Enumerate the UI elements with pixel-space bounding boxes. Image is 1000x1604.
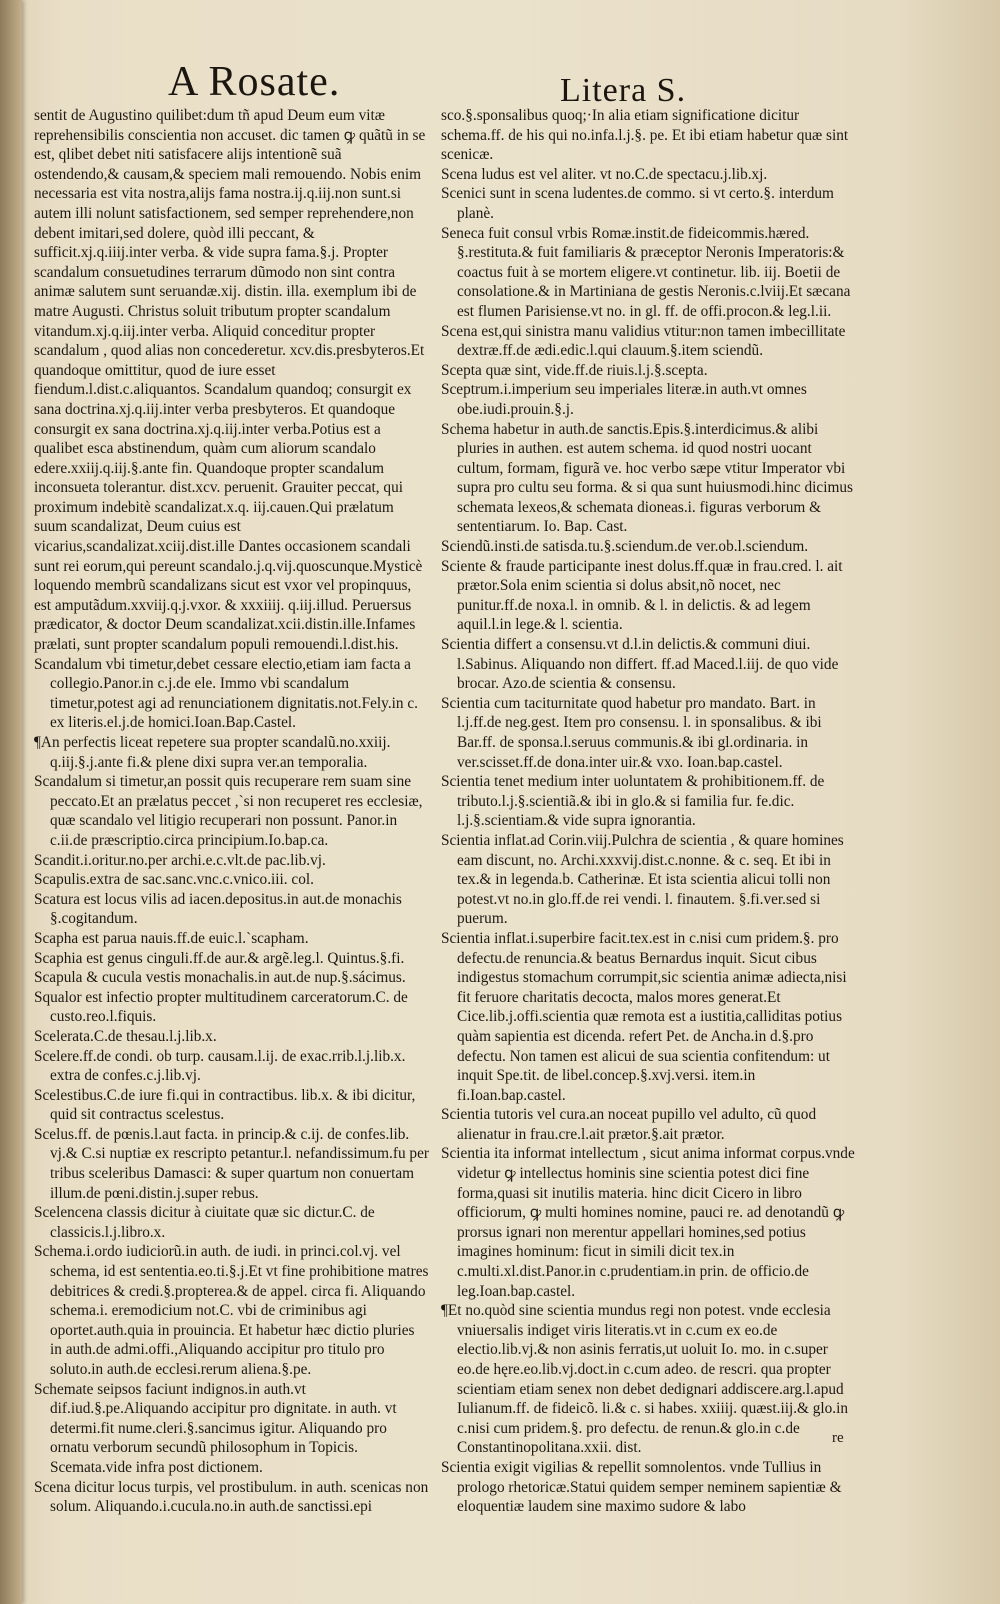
entry: Sciendũ.insti.de satisda.tu.§.sciendum.de ver.ob.l.sciendum. (441, 538, 809, 556)
entry: Scena ludus est vel aliter. vt no.C.de spectacu.j.lib.xj. (441, 165, 768, 183)
entry: Sceptrum.i.imperium seu imperiales literæ.in auth.vt omnes obe.iudi.prouin.§.j. (441, 381, 807, 418)
entry: Scelencena classis dicitur à ciuitate quæ sic dictur.C. de classicis.l.j.libro.x. (34, 1204, 375, 1241)
entry: Scientia cum taciturnitate quod habetur pro mandato. Bart. in l.j.ff.de neg.gest. Item pro consensu. l. in sponsalibus. & ibi Bar.ff. de sponsa.l.seruus communis.& ibi gl.ordinaria. in ver.scisset.ff.de dona.inter uir.& vxo. Ioan.bap.castel. (441, 694, 822, 771)
entry: Seneca fuit consul vrbis Romæ.instit.de fideicommis.hæred. §.restituta.& fuit familiaris & præceptor Neronis Imperatoris:& coactus fuit à se mortem eligere.vt continetur. lib. iij. Boetii de consolatione.& in Martiniana de gestis Neronis.c.lviij.Et sæcana est flumen Parisiense.vt no. in gl. ff. de offi.procon.& leg.l.ii. (441, 224, 851, 320)
entry: Scelus.ff. de pœnis.l.aut facta. in princip.& c.ij. de confes.lib. vj.& C.si nuptiæ ex rescripto petantur.l. nefandissimum.fu per tribus sceleribus Damasci: & super quartum non conuertam illum.de pœni.distin.j.super rebus. (34, 1125, 429, 1202)
entry: ¶Et no.quòd sine scientia mundus regi non potest. vnde ecclesia vniuersalis indiget viris literatis.vt in c.cum ex eo.de electio.lib.vj.& non asinis ferratis,ut uoluit Io. mo. in c.super eo.de hęre.eo.lib.vj.doct.in c.cum adeo. de rescri. qua propter scientiam etiam senex non debet dedignari addiscere.arg.l.apud Iulianum.ff. de fideicõ. li.& c. si habes. xxiiij. quæst.iij.& glo.in c.nisi cum pridem.§. pro defectu. de renun.& glo.in c.de Constantinopolitana.xxii. dist. (441, 1302, 849, 1457)
entry: ¶An perfectis liceat repetere sua propter scandalũ.no.xxiij. q.iij.§.j.ante fi.& plene dixi supra ver.an temporalia. (34, 734, 391, 771)
entry: Scena est,qui sinistra manu validius vtitur:non tamen imbecillitate dextræ.ff.de ædi.edic.l.qui clauum.§.item sciendũ. (441, 322, 846, 360)
entry: Scelere.ff.de condi. ob turp. causam.l.ij. de exac.rrib.l.j.lib.x. extra de confes.c.j.lib.vj. (34, 1047, 406, 1085)
entry: Scelestibus.C.de iure fi.qui in contractibus. lib.x. & ibi dicitur, quid sit contractus scelestus. (34, 1086, 416, 1124)
entry: Scapha est parua nauis.ff.de euic.l.`scapham. (34, 929, 309, 947)
entry: Scientia differt a consensu.vt d.l.in delictis.& communi diui. l.Sabinus. Aliquando non differt. ff.ad Maced.l.iij. de quo vide brocar. Azo.de scientia & consensu. (441, 636, 839, 693)
entry: Scandalum vbi timetur,debet cessare electio,etiam iam facta a collegio.Panor.in c.j.de ele. Immo vbi scandalum timetur,potest agi ad renunciationem dignitatis.not.Fely.in c. ex literis.el.j.de homici.Ioan.Bap.Castel. (34, 655, 418, 732)
entry: Scapulis.extra de sac.sanc.vnc.c.vnico.iii. col. (34, 871, 314, 889)
entry: sco.§.sponsalibus quoq;·In alia etiam significatione dicitur schema.ff. de his qui no.infa.l.j.§. pe. Et ibi etiam habetur quæ sint scenicæ. (441, 107, 849, 164)
running-head-right: Litera S. (560, 72, 687, 109)
catchword: re (832, 1430, 844, 1446)
entry: Scapula & cucula vestis monachalis.in aut.de nup.§.sácimus. (34, 969, 406, 987)
entry: Scaphia est genus cinguli.ff.de aur.& argẽ.leg.l. Quintus.§.fi. (34, 949, 405, 967)
entry: Scientia tutoris vel cura.an noceat pupillo vel adulto, cũ quod alienatur in frau.cre.l.ait prætor.§.ait prætor. (441, 1106, 817, 1143)
entry: sentit de Augustino quilibet:dum tñ apud Deum eum vitæ reprehensibilis conscientia non accuset. dic tamen ꝙ quãtũ in se est, qlibet debet niti satisfacere alijs intentionẽ suã ostendendo,& causam,& speciem mali remouendo. Nobis enim necessaria est vita nostra,alijs fama nostra.ij.q.iij.non sunt.si autem illi nolunt satisfactionem, sed semper reprehendere,non debent imitari,sed dolere, quòd illi peccant, & sufficit.xj.q.iiij.inter verba. & vide supra fama.§.j. Propter scandalum consuetudines terrarum dũmodo non sint contra animæ salutem sunt seruandæ.xij. distin. illa. exemplum ibi de matre Augusti. Christus soluit tributum propter scandalum vitandum.xj.q.iij.inter verba. Aliquid conceditur propter scandalum , quod alias non concederetur. xcv.dis.presbyteros.Et quandoque omittitur, quod de iure esset fiendum.l.dist.c.aliquantos. Scandalum quandoq; consurgit ex sana doctrina.xj.q.iij.inter verba presbyteros. Et quandoque consurgit ex sana doctrina.xj.q.iij.inter verba.Potius est a qualibet esca abstinendum, quàm cum aliorum scandalo edere.xxiij.q.iij.§.ante fin. Quandoque propter scandalum inconsueta tolerantur. dist.xcv. peruenit. Grauiter peccat, qui proximum indebitè scandalizat.x.q. iij.cauen.Qui prælatum suum scandalizat, Deum cuius est vicarius,scandalizat.xciij.dist.ille Dantes occasionem scandali sunt rei eorum,qui pereunt scandalo.j.q.vij.quoscunque.Mysticè loquendo membrũ scandalizans sicut est vxor vel propinquus, est amputãdum.xxviij.q.j.vxor. & xxxiiij. q.iij.illud. Peruersus prædicator, & doctor Deum scandalizat.xcii.distin.ille.Infames prælati, sunt propter scandalum populi remouendi.l.dist.his. (34, 107, 426, 654)
entry: Scepta quæ sint, vide.ff.de riuis.l.j.§.scepta. (441, 361, 708, 379)
right-column (441, 106, 859, 1517)
entry: Scatura est locus vilis ad iacen.depositus.in aut.de monachis §.cogitandum. (34, 890, 402, 928)
entry: Scandalum si timetur,an possit quis recuperare rem suam sine peccato.Et an prælatus peccet ,`si non recuperet res ecclesiæ, quæ scandalo vel litigio recuperari non possunt. Panor.in c.ii.de præscriptio.circa principium.Io.bap.ca. (34, 773, 423, 849)
entry: Scelerata.C.de thesau.l.j.lib.x. (34, 1027, 217, 1045)
entry: Scientia inflat.i.superbire facit.tex.est in c.nisi cum pridem.§. pro defectu.de renuncia.& beatus Bernardus inquit. Sicut cibus indigestus stomachum corrumpit,sic scientia animæ adiecta,nisi fit feruore charitatis decocta, malos mores generat.Et Cice.lib.j.offi.scientia quæ remota est a iustitia,calliditas potius quàm sapientia est dicenda. refert Pet. de Ancha.in d.§.pro defectu. Non tamen est alicui de sua scientia confitendum: ut inquit Spe.tit. de libel.concep.§.xvj.versi. item.in fi.Ioan.bap.castel. (441, 929, 847, 1104)
entry: Scientia exigit vigilias & repellit somnolentos. vnde Tullius in prologo rhetoricæ.Statui quidem semper neminem sapientiæ & eloquentiæ laudem sine maximo sudore & labo (441, 1458, 842, 1516)
entry: Scientia ita informat intellectum , sicut anima informat corpus.vnde videtur ꝙ intellectus hominis sine scientia potest dici fine forma,quasi sit inutilis materia. hinc dicit Cicero in libro officiorum, ꝙ multi homines nomine, pauci re. ad denotandũ ꝙ prorsus ignari non merentur appellari homines,sed potius imagines hominum: ficut in simili dicit tex.in c.multi.xl.dist.Panor.in c.prudentiam.in prin. de officio.de leg.Ioan.bap.castel. (441, 1145, 855, 1300)
entry: Squalor est infectio propter multitudinem carceratorum.C. de custo.reo.l.fiquis. (34, 988, 408, 1026)
left-column (34, 106, 429, 1517)
entry: Sciente & fraude participante inest dolus.ff.quæ in frau.cred. l. ait prætor.Sola enim scientia si dolus absit,nõ nocet, nec punitur.ff.de noxa.l. in omnib. & l. in delictis. & ad legem aquil.l.in lege.& l. scientia. (441, 557, 843, 634)
entry: Scandit.i.oritur.no.per archi.e.c.vlt.de pac.lib.vj. (34, 851, 326, 869)
entry: Scientia inflat.ad Corin.viij.Pulchra de scientia , & quare homines eam discunt, no. Archi.xxxvij.dist.c.nonne. & c. seq. Et ibi in tex.& in legenda.b. Catherinæ. Et ista scientia alicui tolli non potest.vt no.in glo.ff.de rei vendi. l. finautem. §.fi.ver.sed si puerum. (441, 831, 844, 928)
facing-page-edge (0, 0, 22, 1604)
entry: Schemate seipsos faciunt indignos.in auth.vt dif.iud.§.pe.Aliquando accipitur pro dignitate. in auth. vt determi.fit nume.cleri.§.sancimus igitur. Aliquando pro ornatu verborum secundũ philosophum in Topicis. Scemata.vide infra post dictionem. (34, 1380, 397, 1476)
running-head-left: A Rosate. (168, 59, 341, 105)
entry: Schema.i.ordo iudiciorũ.in auth. de iudi. in princi.col.vj. vel schema, id est sententia.eo.ti.§.j.Et vt fine prohibitione matres debitrices & credi.§.propterea.& de appel. circa fi. Aliquando schema.i. eremodicium not.C. vbi de criminibus agi oportet.auth.quia in prouincia. Et habetur hæc dictio pluries in auth.de admi.offi.,Aliquando accipitur pro titulo pro soluto.in auth.de ecclesi.rerum aliena.§.pe. (34, 1243, 429, 1378)
entry: Scientia tenet medium inter uoluntatem & prohibitionem.ff. de tributo.l.j.§.scientiã.& ibi in glo.& si familia fur. fe.dic. l.j.§.scientiam.& vide supra ignorantia. (441, 773, 825, 830)
entry: Scenici sunt in scena ludentes.de commo. si vt certo.§. interdum planè. (441, 185, 834, 222)
entry: Schema habetur in auth.de sanctis.Epis.§.interdicimus.& alibi pluries in authen. est autem schema. id quod nostri uocant cultum, formam, figurã ve. hoc verbo sæpe vtitur Imperator vbi supra pro cultu seu forma. & si qua sunt huiusmodi.hinc dicimus schemata lexeos,& schemata dioneas.i. figuras verborum & sententiarum. Io. Bap. Cast. (441, 420, 853, 536)
entry: Scena dicitur locus turpis, vel prostibulum. in auth. scenicas non solum. Aliquando.i.cucula.no.in auth.de sanctissi.epi (34, 1478, 429, 1516)
